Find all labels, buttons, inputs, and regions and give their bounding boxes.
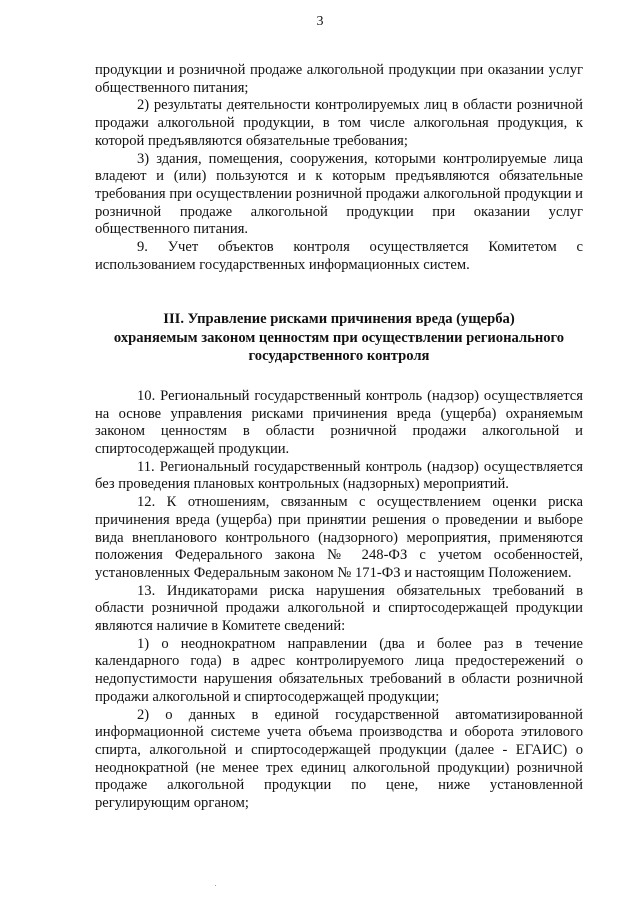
paragraph-clause-10: 10. Региональный государственный контроль (надзор) осуществляется на основе управления рисками причинения вреда (ущерба) охраняемым законом ценностям в области розничной продажи алкогольной и спиртосодержащей продукции.: [95, 387, 583, 458]
paragraph-clause-9: 9. Учет объектов контроля осуществляется Комитетом с использованием государственных информационных систем.: [95, 239, 583, 273]
paragraph-clause-12: 12. К отношениям, связанным с осуществлением оценки риска причинения вреда (ущерба) при принятии решения о проведении и выборе вида внепланового контрольного (надзорного) мероприятия, применяются положения Федерального закона № 248-ФЗ с учетом особенностей, установленных Федеральным законом № 171-ФЗ и настоящим Положением.: [95, 494, 583, 581]
paragraph-clause-13: 13. Индикаторами риска нарушения обязательных требований в области розничной продажи алкогольной и спиртосодержащей продукции являются наличие в Комитете сведений:: [95, 582, 583, 635]
paragraph-indicator-1: 1) о неоднократном направлении (два и более раз в течение календарного года) в адрес контролируемого лица предостережений о недопустимости нарушения обязательных требований в области розничной продажи алкогольной и спиртосодержащей продукции;: [95, 635, 583, 705]
paragraph-continuation: продукции и розничной продаже алкогольной продукции при оказании услуг общественного питания;: [95, 62, 583, 96]
section-heading-line-2: охраняемым законом ценностям при осуществлении регионального: [113, 329, 565, 346]
section-heading: [95, 310, 583, 366]
paragraph-clause-11: 11. Региональный государственный контроль (надзор) осуществляется без проведения плановых контрольных (надзорных) мероприятий.: [95, 458, 583, 493]
paragraph-indicator-2: 2) о данных в единой государственной автоматизированной информационной системе учета объема производства и оборота этилового спирта, алкогольной и спиртосодержащей продукции (далее - ЕГАИС) о неоднократной (не менее трех единиц алкогольной продукции) розничной продаже алкогольной продукции по цене, ниже установленной регулирующим органом;: [95, 706, 583, 812]
section-heading-line-3: государственного контроля: [248, 348, 430, 365]
paragraph-item-3: 3) здания, помещения, сооружения, которыми контролируемые лица владеют и (или) пользуются и к которым предъявляются обязательные требования при осуществлении розничной продажи алкогольной продукции и розничной продаже алкогольной продукции при оказании услуг общественного питания.: [95, 150, 583, 238]
section-heading-line-1: III. Управление рисками причинения вреда (ущерба): [163, 311, 515, 328]
paragraph-item-2: 2) результаты деятельности контролируемых лиц в области розничной продажи алкогольной продукции, в том числе алкогольная продукция, к которой предъявляются обязательные требования;: [95, 97, 583, 149]
scan-speck: [215, 885, 216, 886]
document-body: [95, 62, 583, 813]
page-number: 3: [316, 14, 324, 29]
